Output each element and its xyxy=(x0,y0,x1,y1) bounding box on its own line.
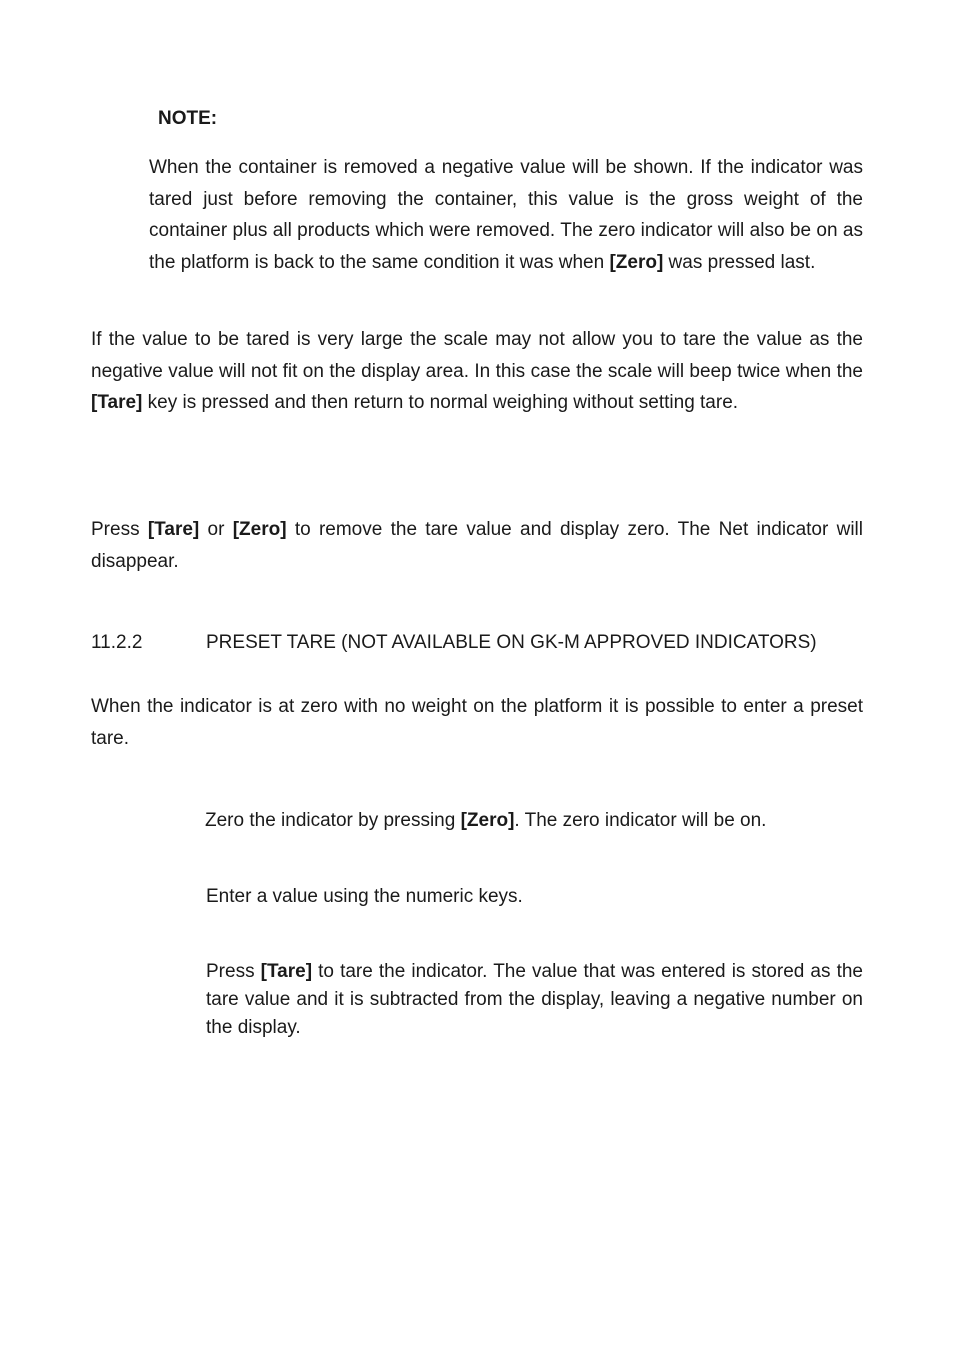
step-text-end: . The zero indicator will be on. xyxy=(514,810,767,831)
paragraph-text-end: to remove the tare value and display zero. The Net indicator will disappear. xyxy=(91,519,863,572)
preset-intro-paragraph: When the indicator is at zero with no weight on the platform it is possible to enter a preset tare. xyxy=(91,696,863,749)
paragraph-text: Press xyxy=(91,519,148,540)
zero-key-label: [Zero] xyxy=(460,810,515,831)
tare-key-label: [Tare] xyxy=(147,519,200,540)
paragraph-text: If the value to be tared is very large the scale may not allow you to tare the value as the negative value will not fit on the display area. In this case the scale will beep twice when the xyxy=(91,329,863,382)
note-label: NOTE: xyxy=(158,108,218,129)
step-text: Press xyxy=(206,961,261,982)
note-text-end: was pressed last. xyxy=(663,251,816,273)
section-title: PRESET TARE (NOT AVAILABLE ON GK-M APPROVED INDICATORS) xyxy=(206,632,817,653)
section-number: 11.2.2 xyxy=(91,632,143,653)
step-zero-indicator xyxy=(205,806,863,836)
step-press-tare xyxy=(206,958,863,1042)
note-body xyxy=(149,152,863,278)
tare-key-label: [Tare] xyxy=(91,392,143,413)
large-tare-paragraph xyxy=(91,324,863,419)
paragraph-text-end: key is pressed and then return to normal weighing without setting tare. xyxy=(142,392,739,413)
zero-key-label: [Zero] xyxy=(232,519,287,540)
note-text: When the container is removed a negative value will be shown. If the indicator was tared just before removing the container, this value is the gross weight of the container plus all products which were removed. The zero indicator will also be on as the platform is back to the same condition it was when xyxy=(149,157,863,273)
step-text-end: to tare the indicator. The value that was entered is stored as the tare value and it is subtracted from the display, leaving a negative number on the display. xyxy=(206,961,863,1038)
step-text: Zero the indicator by pressing xyxy=(205,810,461,831)
zero-key-label: [Zero] xyxy=(609,251,664,273)
tare-key-label: [Tare] xyxy=(260,961,313,982)
paragraph-text: or xyxy=(199,519,233,540)
step-enter-value: Enter a value using the numeric keys. xyxy=(206,886,523,907)
remove-tare-paragraph xyxy=(91,514,863,577)
